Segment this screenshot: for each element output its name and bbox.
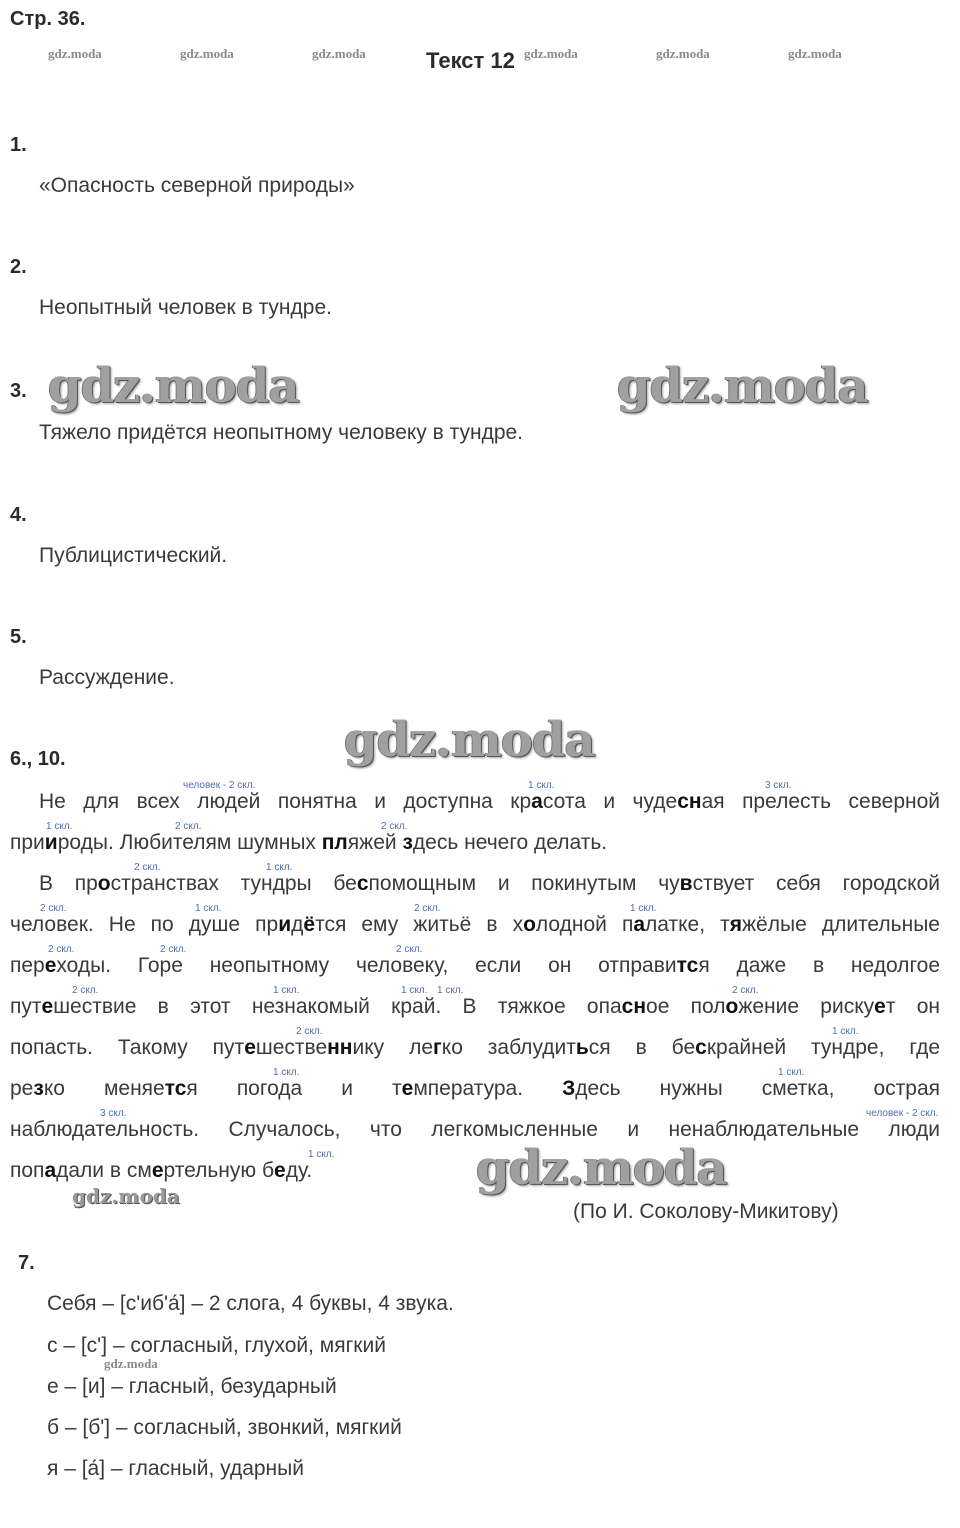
text-line: резко меняется погода и температура. Здесь нужны сметка, острая — [10, 1077, 940, 1100]
text-line: попадали в смертельную беду. — [10, 1159, 313, 1182]
declension-annotation: 1 скл. — [46, 821, 73, 832]
declension-annotation: 2 скл. — [414, 903, 441, 914]
answer-text: Тяжело придётся неопытному человеку в тундре. — [39, 421, 524, 444]
text-line: человек. Не по душе придётся ему житьё в холодной палатке, тяжёлые длительные — [10, 913, 940, 936]
declension-annotation: человек - 2 скл. — [183, 780, 256, 791]
phonetic-line: б – [б'] – согласный, звонкий, мягкий — [47, 1416, 402, 1439]
declension-annotation: 1 скл. — [630, 903, 657, 914]
declension-annotation: 2 скл. — [175, 821, 202, 832]
text-line: В пространствах тундры беспомощным и покинутым чувствует себя городской — [39, 872, 940, 895]
watermark-large: gdz.moda — [476, 1140, 727, 1196]
watermark-small: gdz.moda — [180, 46, 234, 61]
declension-annotation: 1 скл. — [778, 1067, 805, 1078]
watermark-small: gdz.moda — [104, 1356, 158, 1371]
declension-annotation: 1 скл. — [437, 985, 464, 996]
declension-annotation: человек - 2 скл. — [866, 1108, 939, 1119]
phonetic-line: я – [а́] – гласный, ударный — [47, 1457, 304, 1480]
text-line: путешествие в этот незнакомый край. В тяжкое опасное положение рискует он — [10, 995, 941, 1018]
declension-annotation: 1 скл. — [273, 1067, 300, 1078]
answer-number: 5. — [10, 626, 27, 648]
watermark-small: gdz.moda — [656, 46, 710, 61]
watermark-medium: gdz.moda — [72, 1184, 180, 1208]
phonetic-line: с – [с'] – согласный, глухой, мягкий — [47, 1334, 386, 1357]
declension-annotation: 2 скл. — [40, 903, 67, 914]
declension-annotation: 1 скл. — [308, 1149, 335, 1160]
text-line: попасть. Такому путешественнику легко заблудиться в бескрайней тундре, где — [10, 1036, 941, 1059]
declension-annotation: 3 скл. — [765, 780, 792, 791]
answer-number: 4. — [10, 504, 27, 526]
declension-annotation: 2 скл. — [296, 1026, 323, 1037]
declension-annotation: 1 скл. — [528, 780, 555, 791]
text-line: наблюдательность. Случалось, что легкомысленные и ненаблюдательные люди — [10, 1118, 940, 1141]
watermark-large: gdz.moda — [48, 358, 299, 414]
declension-annotation: 1 скл. — [266, 862, 293, 873]
declension-annotation: 2 скл. — [72, 985, 99, 996]
declension-annotation: 1 скл. — [401, 985, 428, 996]
declension-annotation: 1 скл. — [273, 985, 300, 996]
answer-number: 3. — [10, 380, 27, 402]
phonetic-line: Себя – [с'иб'а́] – 2 слога, 4 буквы, 4 звука. — [47, 1292, 454, 1315]
answer-text: Неопытный человек в тундре. — [39, 296, 332, 319]
text-line: приироды. Любителям шумных пляжей здесь нечего делать. — [10, 831, 608, 854]
page-number: Стр. 36. — [10, 8, 86, 30]
declension-annotation: 2 скл. — [732, 985, 759, 996]
declension-annotation: 1 скл. — [832, 1026, 859, 1037]
watermark-small: gdz.moda — [524, 46, 578, 61]
watermark-large: gdz.moda — [344, 712, 595, 768]
declension-annotation: 1 скл. — [195, 903, 222, 914]
source-attribution: (По И. Соколову-Микитову) — [573, 1200, 839, 1223]
answer-number: 2. — [10, 256, 27, 278]
declension-annotation: 2 скл. — [160, 944, 187, 955]
answer-text: Рассуждение. — [39, 666, 175, 689]
section-number: 6., 10. — [10, 748, 66, 770]
answer-text: «Опасность северной природы» — [39, 174, 355, 197]
declension-annotation: 2 скл. — [48, 944, 75, 955]
declension-annotation: 2 скл. — [396, 944, 423, 955]
watermark-small: gdz.moda — [312, 46, 366, 61]
watermark-large: gdz.moda — [617, 358, 868, 414]
watermark-small: gdz.moda — [48, 46, 102, 61]
answer-number: 1. — [10, 134, 27, 156]
declension-annotation: 2 скл. — [134, 862, 161, 873]
phonetic-line: е – [и] – гласный, безударный — [47, 1375, 337, 1398]
text-line: Не для всех людей понятна и доступна красота и чудесная прелесть северной — [39, 790, 941, 813]
declension-annotation: 3 скл. — [100, 1108, 127, 1119]
answer-text: Публицистический. — [39, 544, 228, 567]
watermark-small: gdz.moda — [788, 46, 842, 61]
section-number: 7. — [18, 1252, 35, 1274]
page-title: Текст 12 — [426, 48, 515, 73]
declension-annotation: 2 скл. — [381, 821, 408, 832]
text-line: переходы. Горе неопытному человеку, если он отправится даже в недолгое — [10, 954, 940, 977]
